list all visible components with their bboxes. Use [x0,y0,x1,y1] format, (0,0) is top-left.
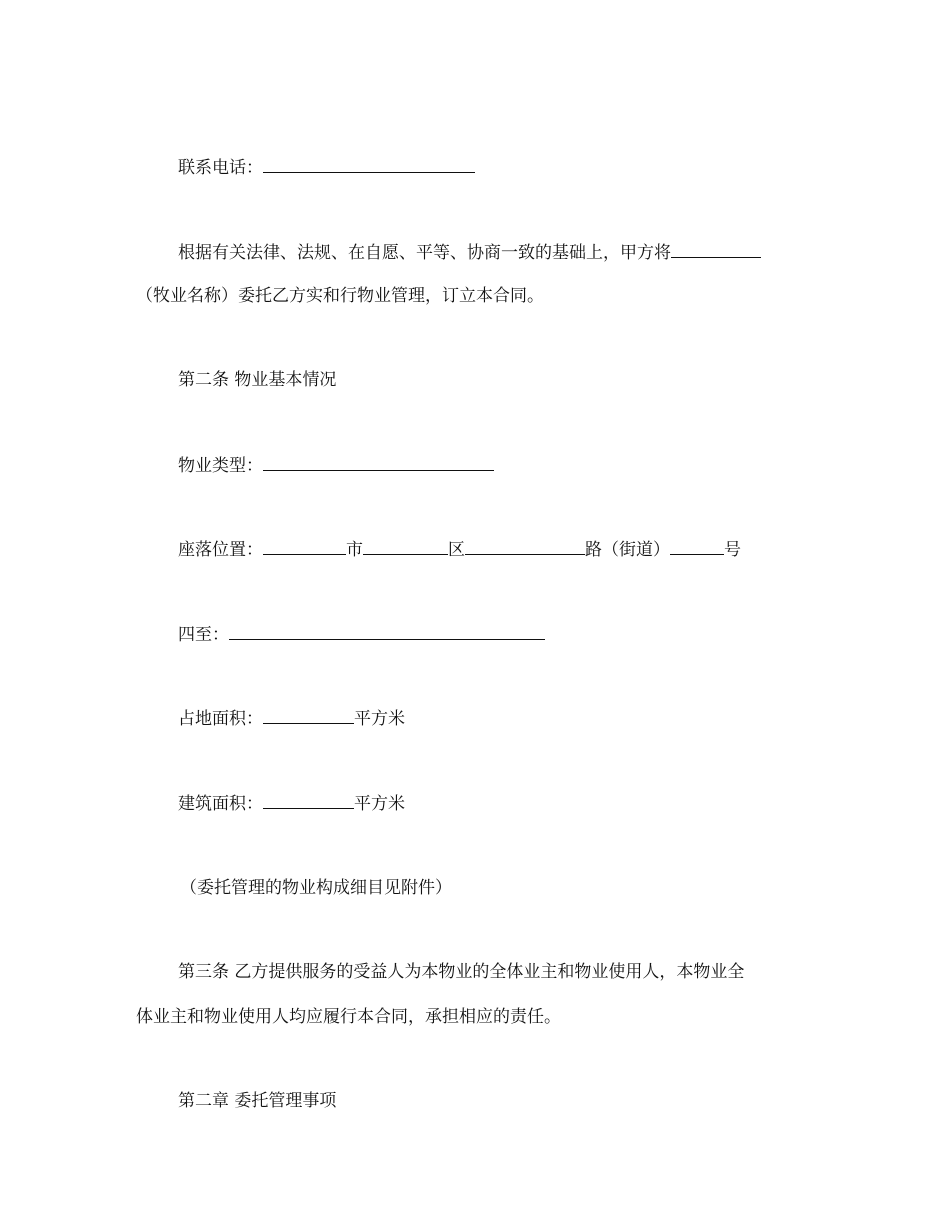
property-name-blank [671,241,761,258]
building-area-blank [263,792,354,809]
number-blank [670,538,724,555]
boundaries-label: 四至： [178,625,229,645]
contact-phone-line [178,156,475,179]
location-line [178,538,741,561]
attachment-note: （委托管理的物业构成细目见附件） [180,878,452,898]
article-3-text-2: 体业主和物业使用人均应履行本合同，承担相应的责任。 [136,1007,561,1027]
property-type-blank [263,454,494,471]
property-type-label: 物业类型： [178,456,263,476]
city-label: 市 [346,540,363,560]
article-3-text-1: 第三条 乙方提供服务的受益人为本物业的全体业主和物业使用人，本物业全 [178,962,745,982]
property-type-line [178,454,494,477]
chapter-2-title: 第二章 委托管理事项 [178,1091,337,1111]
land-area-blank [263,707,354,724]
building-area-unit: 平方米 [354,794,405,814]
intro-text-2: （牧业名称）委托乙方实和行物业管理，订立本合同。 [136,286,544,306]
number-label: 号 [724,540,741,560]
building-area-label: 建筑面积： [178,794,263,814]
contact-phone-label: 联系电话： [178,158,263,178]
road-label: 路（街道） [585,540,670,560]
land-area-line [178,707,405,730]
intro-text-1: 根据有关法律、法规、在自愿、平等、协商一致的基础上，甲方将 [178,243,671,263]
chapter-2-heading [178,1090,336,1112]
boundaries-line [178,623,545,646]
district-blank [363,538,448,555]
city-blank [263,538,346,555]
article-3-line-2 [136,1006,561,1028]
article-3-line-1 [178,961,744,983]
article-2-heading [178,369,336,391]
note-line [180,877,452,899]
location-label: 座落位置： [178,540,263,560]
contact-phone-blank [263,156,475,173]
article-2-title: 第二条 物业基本情况 [178,370,337,390]
land-area-unit: 平方米 [354,709,405,729]
district-label: 区 [448,540,465,560]
road-blank [465,538,585,555]
intro-line-1 [178,241,761,264]
intro-line-2 [136,285,544,307]
boundaries-blank [229,623,545,640]
land-area-label: 占地面积： [178,709,263,729]
building-area-line [178,792,405,815]
